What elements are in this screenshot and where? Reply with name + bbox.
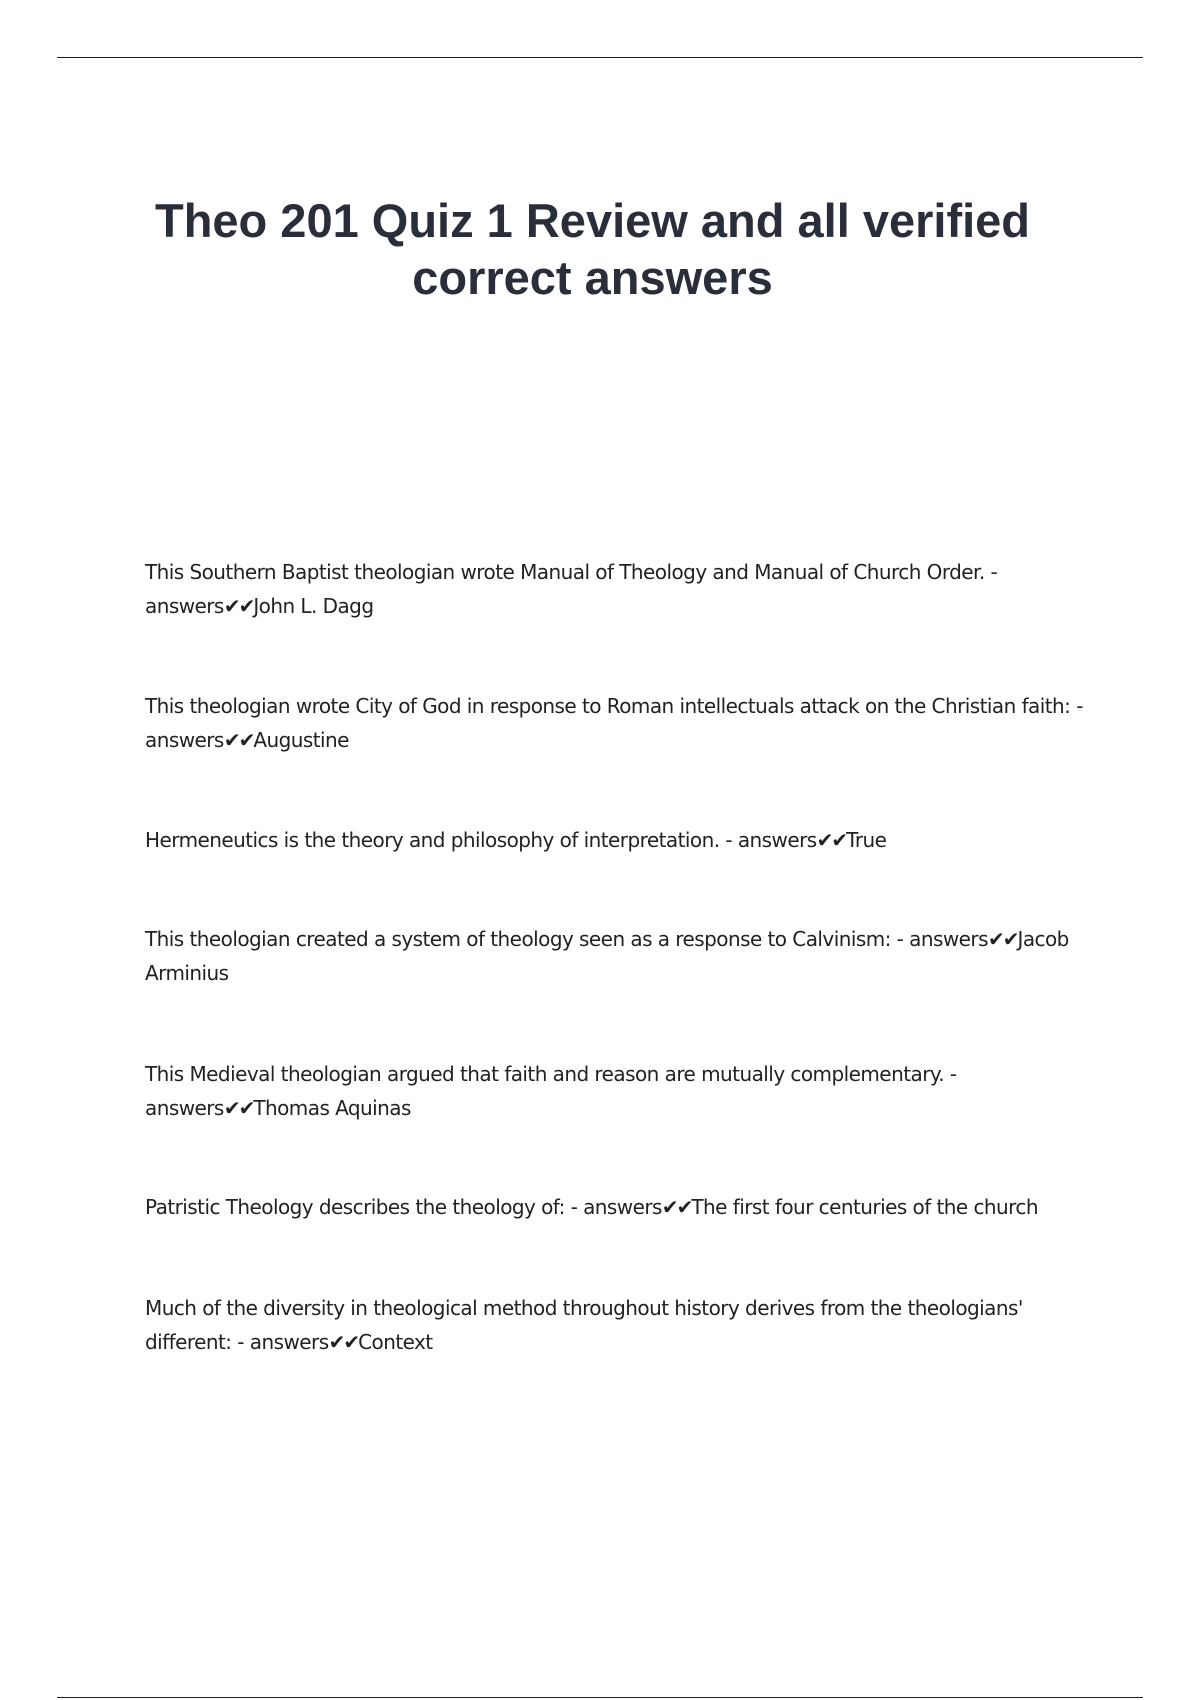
- question-text: This theologian wrote City of God in response to Roman intellectuals attack on the Christian faith:: [145, 694, 1071, 718]
- double-check-icon: ✔✔: [223, 1096, 254, 1120]
- bottom-rule: [57, 1697, 1143, 1698]
- double-check-icon: ✔✔: [816, 828, 847, 852]
- qa-item-1: [145, 555, 1090, 623]
- top-rule: [57, 57, 1143, 58]
- qa-item-5: [145, 1057, 1090, 1125]
- question-text: Hermeneutics is the theory and philosophy of interpretation.: [145, 828, 720, 852]
- qa-item-3: [145, 823, 1090, 857]
- qa-item-4: [145, 922, 1090, 990]
- double-check-icon: ✔✔: [328, 1330, 359, 1354]
- answers-label: - answers: [145, 560, 998, 618]
- answer-text: Thomas Aquinas: [253, 1096, 411, 1120]
- question-text: Patristic Theology describes the theology of:: [145, 1195, 565, 1219]
- answers-label: - answers: [564, 1195, 662, 1219]
- qa-item-6: [145, 1190, 1090, 1224]
- double-check-icon: ✔✔: [661, 1195, 692, 1219]
- double-check-icon: ✔✔: [223, 594, 254, 618]
- question-text: This Southern Baptist theologian wrote Manual of Theology and Manual of Church Order.: [145, 560, 985, 584]
- qa-item-2: [145, 689, 1090, 757]
- answers-label: - answers: [231, 1330, 329, 1354]
- answers-label: - answers: [890, 927, 988, 951]
- answer-text: Augustine: [253, 728, 349, 752]
- answer-text: Jacob Arminius: [145, 927, 1069, 985]
- answer-text: True: [846, 828, 887, 852]
- answer-text: The first four centuries of the church: [691, 1195, 1038, 1219]
- question-text: This theologian created a system of theology seen as a response to Calvinism:: [145, 927, 891, 951]
- answer-text: Context: [358, 1330, 433, 1354]
- answers-label: - answers: [145, 1062, 957, 1120]
- page-title: Theo 201 Quiz 1 Review and all verified correct answers: [154, 194, 1031, 304]
- answers-label: - answers: [719, 828, 817, 852]
- question-text: Much of the diversity in theological method throughout history derives from the theologians' different:: [145, 1296, 1023, 1354]
- double-check-icon: ✔✔: [987, 927, 1018, 951]
- answers-label: - answers: [145, 694, 1083, 752]
- double-check-icon: ✔✔: [223, 728, 254, 752]
- qa-item-7: [145, 1291, 1090, 1359]
- question-text: This Medieval theologian argued that faith and reason are mutually complementary.: [145, 1062, 945, 1086]
- answer-text: John L. Dagg: [253, 594, 374, 618]
